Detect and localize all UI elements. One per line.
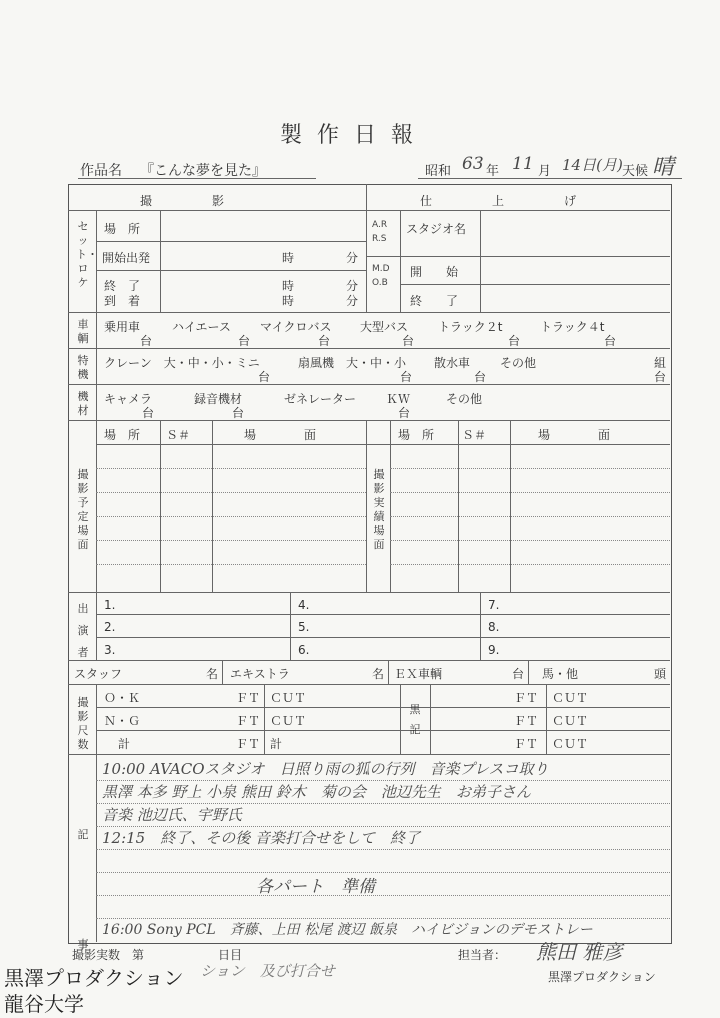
special-other: その他 (500, 356, 537, 370)
section-satsuei: 撮 影 (140, 194, 225, 208)
equip-unit-2: 台 (232, 406, 245, 420)
equip-unit-3: 台 (398, 406, 411, 420)
note-line-4: 12:15 終了、その後 音楽打合せをして 終了 (102, 829, 420, 847)
staff-mei: 名 (206, 667, 219, 681)
vehicle-unit-4: 台 (402, 334, 415, 348)
weather-value: 晴 (652, 155, 675, 180)
shiage-md: M.D (372, 264, 390, 274)
set-ji-1: 時 (282, 251, 295, 265)
film-cut-2: ＣＵＴ (270, 714, 307, 728)
vehicles-label: 車輌 (77, 318, 89, 345)
horse-label: 馬・他 (542, 667, 579, 681)
vehicle-truck4: トラック４t (540, 320, 605, 334)
film-ft-4: ＦＴ (514, 691, 539, 705)
section-shiage: 仕 上 げ (420, 194, 577, 208)
film-ft-1: ＦＴ (236, 691, 261, 705)
days-label: 撮影実数 第 (72, 948, 145, 962)
set-shuryo: 終 了 (104, 279, 141, 293)
special-sprinkler: 散水車 (434, 356, 471, 370)
film-kuro: 黒記 (409, 703, 421, 736)
scene-basho-l: 場 所 (104, 428, 141, 442)
vehicle-hiace: ハイエース (172, 320, 231, 334)
film-kei-2: 計 (270, 737, 283, 751)
set-ji-3: 時 (282, 294, 295, 308)
film-kei: 計 (118, 737, 131, 751)
shiage-ar: A.R (372, 220, 388, 230)
shiage-studio: スタジオ名 (406, 222, 467, 236)
equip-gen: ゼネレーター (284, 392, 357, 406)
work-label: 作品名 (80, 163, 122, 179)
set-kaishi: 開始出発 (102, 251, 151, 265)
shiage-ob: O.B (372, 278, 388, 288)
special-unit-3: 台 (474, 370, 487, 384)
vehicle-unit-5: 台 (508, 334, 521, 348)
film-cut-5: ＣＵＴ (552, 714, 589, 728)
scene-s-l: Ｓ＃ (166, 428, 191, 442)
cast-5: 5. (298, 620, 310, 634)
note-line-7: ション 及び打合せ (200, 962, 335, 980)
date-year: 63 (462, 154, 484, 174)
vehicle-truck2: トラック２t (438, 320, 503, 334)
vehicle-unit-2: 台 (238, 334, 251, 348)
cast-8: 8. (488, 620, 500, 634)
tanto-name: 熊田 雅彦 (536, 940, 623, 964)
special-set: 組 (654, 356, 667, 370)
cast-2: 2. (104, 620, 116, 634)
ex-vehicle-label: ＥＸ車輌 (394, 667, 443, 681)
vehicle-unit-6: 台 (604, 334, 617, 348)
equip-rec: 録音機材 (194, 392, 243, 406)
weather-label: 天候 (622, 164, 649, 179)
form-title: 製 作 日 報 (280, 123, 417, 148)
ex-vehicle-dai: 台 (512, 667, 525, 681)
vehicle-unit-3: 台 (318, 334, 331, 348)
equipment-label: 機材 (77, 390, 89, 417)
set-loke-label: セット・ロケ (76, 220, 98, 289)
work-underline (78, 178, 316, 179)
set-tochaku: 到 着 (104, 294, 141, 308)
cast-1: 1. (104, 598, 116, 612)
date-era: 昭和 (425, 164, 452, 179)
cast-label: 出演者 (77, 602, 89, 659)
film-ok: Ｏ・Ｋ (104, 691, 141, 705)
film-cut-4: ＣＵＴ (552, 691, 589, 705)
note-line-5: 各パート 準備 (256, 877, 375, 897)
date-month: 11 (512, 154, 534, 174)
scene-scene-r: 場 面 (538, 428, 611, 442)
note-line-1: 10:00 AVACOスタジオ 日照り雨の狐の行列 音楽プレスコ取り (102, 760, 549, 778)
date-year-unit: 年 (486, 164, 500, 179)
set-basho: 場 所 (104, 222, 141, 236)
watermark-line-2: 龍谷大学 (4, 992, 84, 1016)
scene-basho-r: 場 所 (398, 428, 435, 442)
film-label: 撮影尺数 (77, 696, 89, 751)
film-ng: Ｎ・Ｇ (104, 714, 141, 728)
special-crane: クレーン 大・中・小・ミニ (104, 356, 260, 370)
equip-other: その他 (446, 392, 483, 406)
watermark-line-1: 黒澤プロダクション (4, 966, 184, 990)
film-ft-2: ＦＴ (236, 714, 261, 728)
note-line-2: 黒澤 本多 野上 小泉 熊田 鈴木 菊の会 池辺先生 お弟子さん (102, 783, 531, 801)
shiage-kaishi: 開 始 (410, 265, 459, 279)
cast-7: 7. (488, 598, 500, 612)
scene-actual-label: 撮影実績場面 (373, 468, 385, 551)
days-unit: 日目 (218, 948, 243, 962)
note-line-3: 音楽 池辺氏、宇野氏 (102, 806, 242, 824)
date-day: 14日(月) (562, 156, 623, 174)
scene-s-r: Ｓ＃ (462, 428, 487, 442)
company-name: 黒澤プロダクション (548, 970, 656, 984)
date-month-unit: 月 (538, 164, 552, 179)
scene-plan-label: 撮影予定場面 (77, 468, 89, 551)
film-ft-5: ＦＴ (514, 714, 539, 728)
horse-to: 頭 (654, 667, 667, 681)
vehicle-microbus: マイクロバス (260, 320, 332, 334)
cast-6: 6. (298, 643, 310, 657)
cast-9: 9. (488, 643, 500, 657)
set-fun-2: 分 (346, 279, 359, 293)
film-ft-3: ＦＴ (236, 737, 261, 751)
film-cut-6: ＣＵＴ (552, 737, 589, 751)
film-ft-6: ＦＴ (514, 737, 539, 751)
vehicle-bus: 大型バス (360, 320, 409, 334)
shiage-rs: R.S (372, 234, 387, 244)
equip-camera: キャメラ (104, 392, 153, 406)
cast-4: 4. (298, 598, 310, 612)
equip-unit-1: 台 (142, 406, 155, 420)
special-unit-1: 台 (258, 370, 271, 384)
staff-label: スタッフ (74, 667, 123, 681)
vehicle-sedan: 乗用車 (104, 320, 141, 334)
cast-3: 3. (104, 643, 116, 657)
date-underline (418, 178, 682, 179)
film-cut-1: ＣＵＴ (270, 691, 307, 705)
note-line-6: 16:00 Sony PCL 斉藤、上田 松尾 渡辺 飯泉 ハイビジョンのデモストレー (102, 922, 593, 938)
special-unit-4: 台 (654, 370, 667, 384)
set-fun-1: 分 (346, 251, 359, 265)
extra-label: エキストラ (230, 667, 290, 681)
special-label: 特機 (77, 354, 89, 381)
equip-kw: ＫＷ (386, 392, 411, 406)
set-fun-3: 分 (346, 294, 359, 308)
extra-mei: 名 (372, 667, 385, 681)
scene-scene-l: 場 面 (244, 428, 317, 442)
tanto-label: 担当者： (458, 948, 507, 962)
vehicle-unit-1: 台 (140, 334, 153, 348)
special-fan: 扇風機 大・中・小 (298, 356, 407, 370)
notes-label: 記事 (77, 828, 89, 951)
work-title: 『こんな夢を見た』 (140, 163, 266, 179)
special-unit-2: 台 (400, 370, 413, 384)
shiage-shuryo: 終 了 (410, 294, 459, 308)
set-ji-2: 時 (282, 279, 295, 293)
